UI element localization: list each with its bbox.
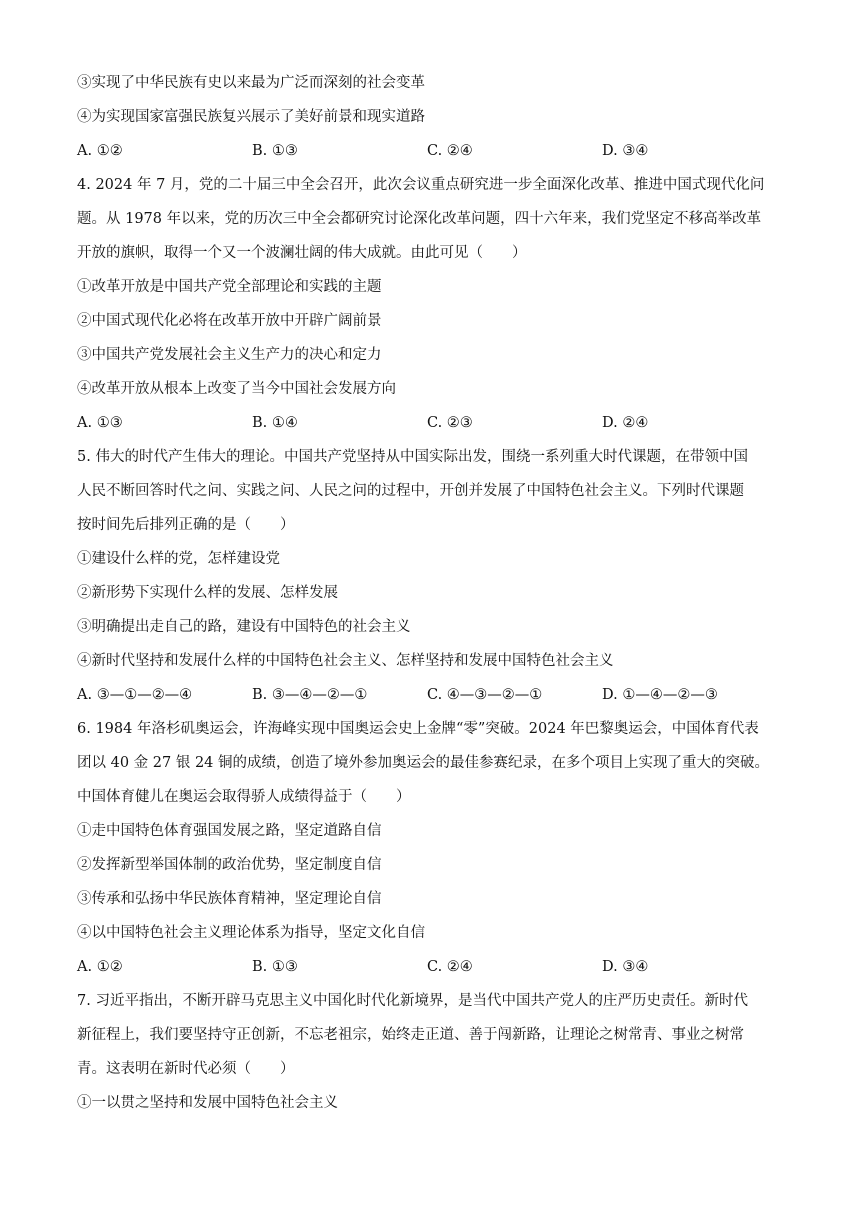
- q6-stem-line: 团以 40 金 27 银 24 铜的成绩，创造了境外参加奥运会的最佳参赛纪录，在多个项目上实现了重大的突破。: [77, 755, 770, 771]
- q6-option-d: D. ③④: [602, 959, 649, 975]
- q5-item-4: ④新时代坚持和发展什么样的中国特色社会主义、怎样坚持和发展中国特色社会主义: [77, 653, 614, 669]
- q5-option-d: D. ①—④—②—③: [602, 687, 718, 703]
- q4-item-1: ①改革开放是中国共产党全部理论和实践的主题: [77, 279, 382, 295]
- q6-item-2: ②发挥新型举国体制的政治优势，坚定制度自信: [77, 857, 382, 873]
- exam-page: [77, 66, 785, 1120]
- question-3: [77, 66, 785, 168]
- q6-item-3: ③传承和弘扬中华民族体育精神，坚定理论自信: [77, 891, 382, 907]
- q4-stem-line: 题。从 1978 年以来，党的历次三中全会都研究讨论深化改革问题，四十六年来，我们党坚定不移高举改革: [77, 211, 762, 227]
- q3-item-4: ④为实现国家富强民族复兴展示了美好前景和现实道路: [77, 109, 425, 125]
- q4-option-d: D. ②④: [602, 415, 649, 431]
- q7-stem-line: 7. 习近平指出，不断开辟马克思主义中国化时代化新境界，是当代中国共产党人的庄严历史责任。新时代: [77, 993, 748, 1009]
- question-7: [77, 984, 785, 1120]
- q7-stem-line: 青。这表明在新时代必须（ ）: [77, 1061, 295, 1077]
- q3-option-d: D. ③④: [602, 143, 649, 159]
- q6-stem-line: 中国体育健儿在奥运会取得骄人成绩得益于（ ）: [77, 789, 411, 805]
- q5-option-b: B. ③—④—②—①: [252, 687, 368, 703]
- q5-item-3: ③明确提出走自己的路，建设有中国特色的社会主义: [77, 619, 411, 635]
- q4-options: [77, 406, 785, 440]
- q6-stem-line: 6. 1984 年洛杉矶奥运会，许海峰实现中国奥运会史上金牌“零”突破。2024 年巴黎奥运会，中国体育代表: [77, 721, 759, 737]
- q5-option-a: A. ③—①—②—④: [77, 687, 193, 703]
- q4-item-3: ③中国共产党发展社会主义生产力的决心和定力: [77, 347, 382, 363]
- q4-option-c: C. ②③: [427, 415, 473, 431]
- q7-stem-line: 新征程上，我们要坚持守正创新，不忘老祖宗，始终走正道、善于闯新路，让理论之树常青、事业之树常: [77, 1027, 744, 1043]
- q5-stem-line: 按时间先后排列正确的是（ ）: [77, 517, 295, 533]
- q3-option-a: A. ①②: [77, 143, 123, 159]
- question-4: [77, 168, 785, 440]
- q4-stem-line: 4. 2024 年 7 月，党的二十届三中全会召开，此次会议重点研究进一步全面深化改革、推进中国式现代化问: [77, 177, 765, 193]
- q3-item-3: ③实现了中华民族有史以来最为广泛而深刻的社会变革: [77, 75, 425, 91]
- q4-stem-line: 开放的旗帜，取得一个又一个波澜壮阔的伟大成就。由此可见（ ）: [77, 245, 527, 261]
- question-6: [77, 712, 785, 984]
- q5-option-c: C. ④—③—②—①: [427, 687, 543, 703]
- q5-item-1: ①建设什么样的党，怎样建设党: [77, 551, 280, 567]
- q6-option-c: C. ②④: [427, 959, 473, 975]
- q6-option-a: A. ①②: [77, 959, 123, 975]
- q5-item-2: ②新形势下实现什么样的发展、怎样发展: [77, 585, 338, 601]
- q6-item-4: ④以中国特色社会主义理论体系为指导，坚定文化自信: [77, 925, 425, 941]
- q7-item-1: ①一以贯之坚持和发展中国特色社会主义: [77, 1095, 338, 1111]
- q4-option-a: A. ①③: [77, 415, 123, 431]
- q5-stem-line: 5. 伟大的时代产生伟大的理论。中国共产党坚持从中国实际出发，围绕一系列重大时代课题，在带领中国: [77, 449, 748, 465]
- q6-item-1: ①走中国特色体育强国发展之路，坚定道路自信: [77, 823, 382, 839]
- q5-stem-line: 人民不断回答时代之问、实践之问、人民之问的过程中，开创并发展了中国特色社会主义。下列时代课题: [77, 483, 744, 499]
- q3-option-c: C. ②④: [427, 143, 473, 159]
- q4-item-2: ②中国式现代化必将在改革开放中开辟广阔前景: [77, 313, 382, 329]
- q4-item-4: ④改革开放从根本上改变了当今中国社会发展方向: [77, 381, 396, 397]
- q3-option-b: B. ①③: [252, 143, 298, 159]
- q3-options: [77, 134, 785, 168]
- q6-option-b: B. ①③: [252, 959, 298, 975]
- question-5: [77, 440, 785, 712]
- q6-options: [77, 950, 785, 984]
- q4-option-b: B. ①④: [252, 415, 298, 431]
- q5-options: [77, 678, 785, 712]
